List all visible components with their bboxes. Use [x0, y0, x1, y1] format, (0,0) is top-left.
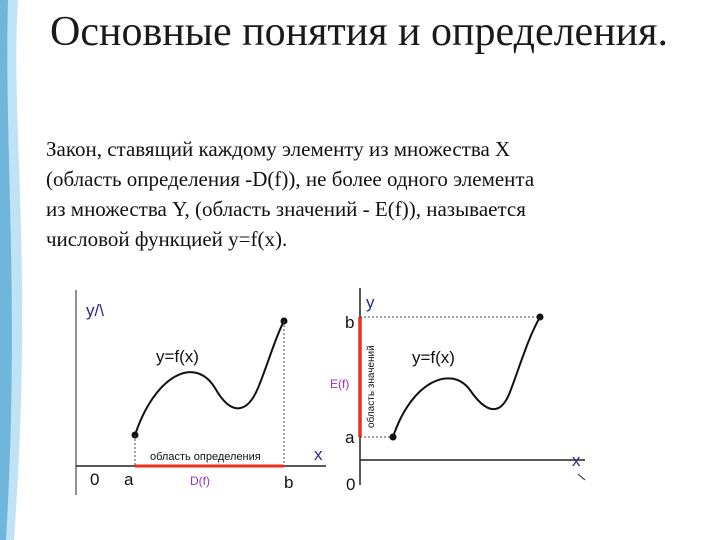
- left-graph: [76, 290, 326, 495]
- right-function-curve: [393, 317, 540, 437]
- right-y-axis-label: y: [366, 293, 375, 312]
- domain-caption: область определения: [150, 451, 261, 463]
- paragraph-line: Закон, ставящий каждому элементу из множества X: [46, 137, 511, 161]
- left-origin-label: 0: [90, 470, 100, 489]
- left-function-label: y=f(x): [156, 347, 199, 366]
- slide-title: Основные понятия и определения.: [50, 9, 668, 55]
- right-end-point: [537, 314, 544, 321]
- right-function-label: y=f(x): [412, 348, 455, 367]
- left-y-axis-label: y/\: [86, 301, 104, 320]
- function-figure: [0, 280, 720, 540]
- left-b-label: b: [284, 473, 294, 492]
- domain-symbol: D(f): [190, 474, 210, 488]
- range-caption: область значений: [366, 345, 377, 428]
- right-b-label: b: [345, 313, 355, 332]
- paragraph-line: числовой функцией y=f(x).: [46, 227, 288, 251]
- left-x-axis-label: x: [314, 445, 323, 464]
- right-a-label: a: [345, 428, 355, 447]
- paragraph-line: (область определения -D(f)), не более одного элемента: [46, 167, 535, 191]
- left-a-label: a: [124, 470, 134, 489]
- range-symbol: E(f): [330, 377, 350, 391]
- definition-paragraph: [46, 134, 646, 254]
- paragraph-line: из множества Y, (область значений - E(f)), называется: [46, 197, 526, 221]
- right-x-axis-tick: [578, 474, 585, 480]
- right-x-axis-label: x: [572, 451, 581, 470]
- left-function-curve: [135, 321, 284, 435]
- right-start-point: [390, 434, 397, 441]
- right-graph: [330, 288, 585, 494]
- right-origin-label: 0: [346, 475, 356, 494]
